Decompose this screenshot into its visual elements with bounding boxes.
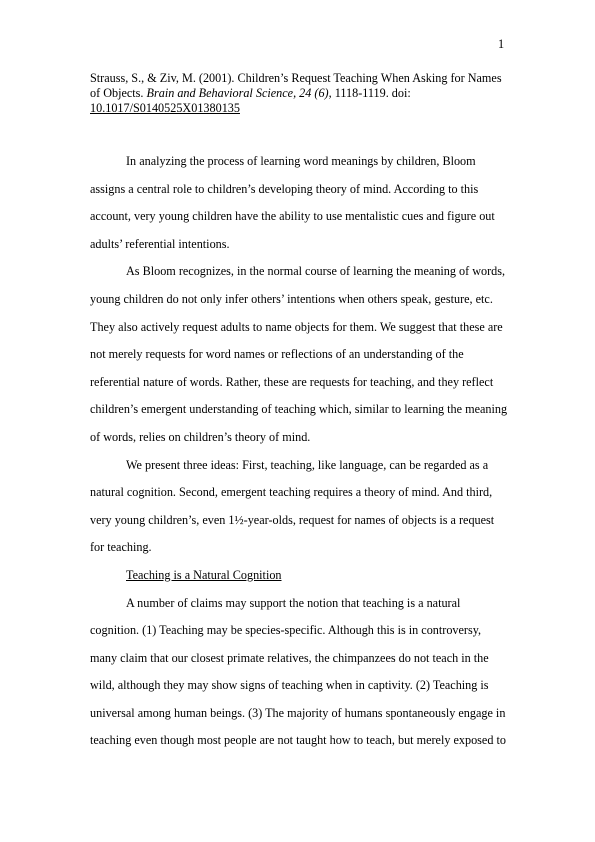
citation	[90, 71, 510, 116]
page-number: 1	[498, 37, 505, 51]
paragraph-1-line: account, very young children have the ability to use mentalistic cues and figure out	[90, 209, 495, 224]
paragraph-2-line: They also actively request adults to name objects for them. We suggest that these are	[90, 319, 503, 334]
paragraph-2-line: referential nature of words. Rather, these are requests for teaching, and they reflect	[90, 374, 494, 389]
paragraph-4-line: cognition. (1) Teaching may be species-specific. Although this is in controversy,	[90, 623, 482, 638]
paragraph-4-line: wild, although they may show signs of teaching when in captivity. (2) Teaching is	[90, 678, 489, 693]
paragraph-2-line: young children do not only infer others’ intentions when others speak, gesture, etc.	[90, 291, 493, 306]
paragraph-3-line: natural cognition. Second, emergent teaching requires a theory of mind. And third,	[90, 485, 493, 500]
citation-journal: Brain and Behavioral Science, 24 (6),	[146, 86, 332, 100]
citation-line-1: Strauss, S., & Ziv, M. (2001). Children’s Request Teaching When Asking for Names	[90, 71, 502, 85]
paragraph-2-line: children’s emergent understanding of teaching which, similar to learning the meaning	[90, 402, 508, 417]
body-text	[90, 153, 510, 760]
citation-pages: 1118-1119. doi:	[331, 86, 411, 100]
paragraph-2-line: As Bloom recognizes, in the normal course of learning the meaning of words,	[126, 264, 506, 279]
paragraph-4-line: universal among human beings. (3) The majority of humans spontaneously engage in	[90, 705, 506, 720]
paragraph-4-line: many claim that our closest primate relatives, the chimpanzees do not teach in the	[90, 650, 489, 665]
paragraph-3-line: We present three ideas: First, teaching, like language, can be regarded as a	[126, 457, 489, 472]
citation-doi: 10.1017/S0140525X01380135	[90, 101, 240, 115]
paragraph-1-line: In analyzing the process of learning word meanings by children, Bloom	[126, 154, 476, 168]
paragraph-2-line: of words, relies on children’s theory of mind.	[90, 429, 311, 444]
section-heading-line	[90, 567, 510, 595]
paragraph-4-line: A number of claims may support the notion that teaching is a natural	[126, 595, 461, 610]
citation-line-2	[90, 86, 510, 101]
citation-journal-prefix: of Objects.	[90, 86, 147, 100]
paragraph-1-line: adults’ referential intentions.	[90, 236, 230, 251]
section-heading: Teaching is a Natural Cognition	[126, 567, 282, 582]
paragraph-4-line: teaching even though most people are not taught how to teach, but merely exposed to	[90, 733, 506, 748]
paragraph-3-line: very young children’s, even 1½-year-olds, request for names of objects is a request	[90, 512, 495, 527]
paragraph-2-line: not merely requests for word names or reflections of an understanding of the	[90, 347, 464, 362]
paragraph-1-line: assigns a central role to children’s developing theory of mind. According to this	[90, 181, 479, 196]
paragraph-3-line: for teaching.	[90, 540, 152, 555]
